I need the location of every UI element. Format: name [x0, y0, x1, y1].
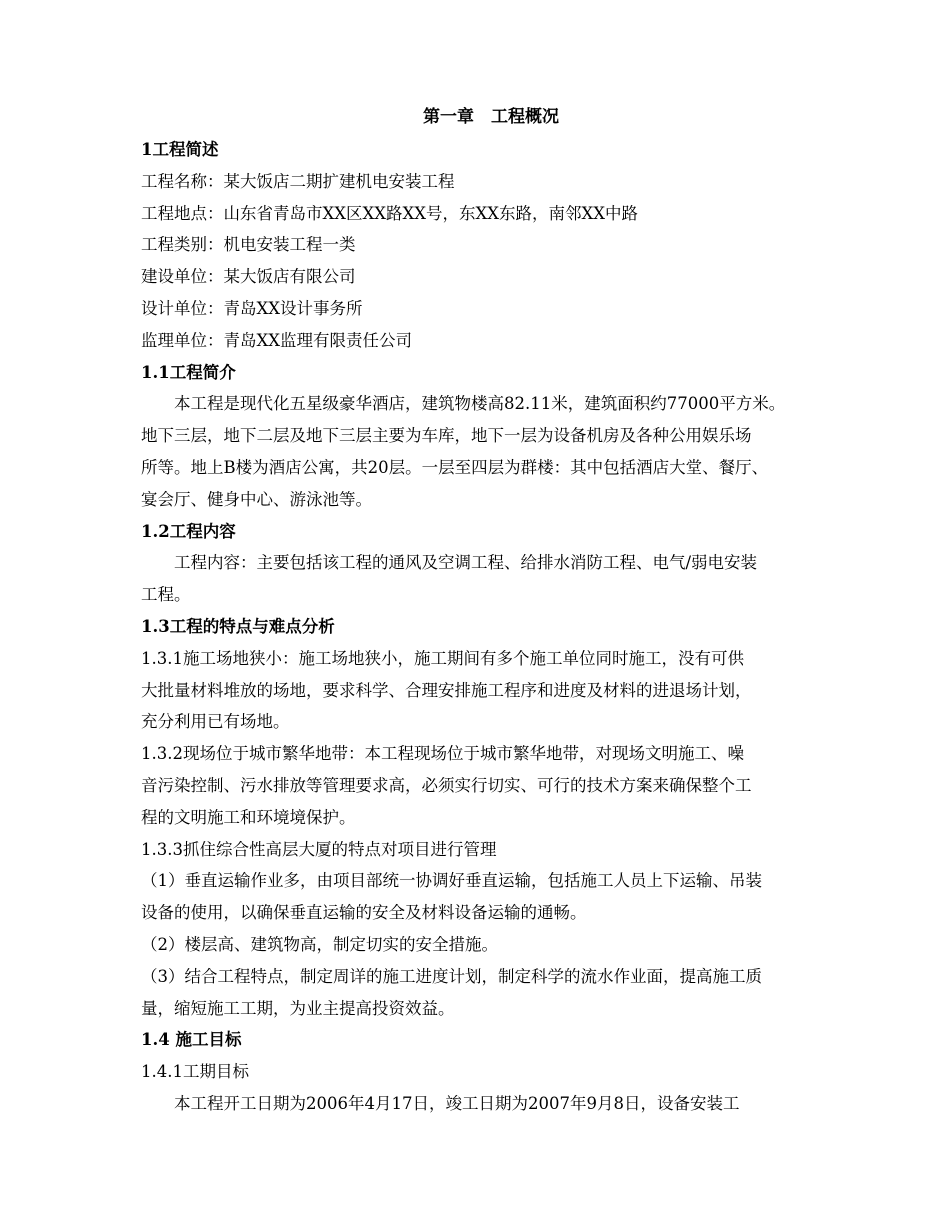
- paragraph-line: 宴会厅、健身中心、游泳池等。: [141, 489, 372, 509]
- chapter-title: 第一章 工程概况: [423, 107, 559, 127]
- paragraph-line: 本工程是现代化五星级豪华酒店，建筑物楼高82.11米，建筑面积约77000平方米。: [174, 394, 786, 414]
- paragraph-line: 工程。: [141, 585, 191, 605]
- paragraph-line: 本工程开工日期为2006年4月17日，竣工日期为2007年9月8日，设备安装工: [174, 1093, 740, 1113]
- project-category: 工程类别：机电安装工程一类: [141, 235, 356, 255]
- paragraph-line: 工程内容：主要包括该工程的通风及空调工程、给排水消防工程、电气/弱电安装: [174, 553, 758, 573]
- project-supervisor: 监理单位：青岛XX监理有限责任公司: [141, 330, 412, 350]
- subsection-heading: 1.4.1工期目标: [141, 1062, 249, 1082]
- section-heading-1-1: 1.1工程简介: [141, 362, 236, 382]
- section-heading-1-3: 1.3工程的特点与难点分析: [141, 616, 335, 636]
- paragraph-line: 地下三层，地下二层及地下三层主要为车库，地下一层为设备机房及各种公用娱乐场: [141, 426, 752, 446]
- paragraph-line: 1.3.3抓住综合性高层大厦的特点对项目进行管理: [141, 839, 497, 859]
- paragraph-line: 1.3.1施工场地狭小：施工场地狭小，施工期间有多个施工单位同时施工，没有可供: [141, 648, 744, 668]
- paragraph-line: 大批量材料堆放的场地，要求科学、合理安排施工程序和进度及材料的进退场计划，: [141, 680, 752, 700]
- paragraph-line: 音污染控制、污水排放等管理要求高，必须实行切实、可行的技术方案来确保整个工: [141, 775, 752, 795]
- paragraph-line: 充分利用已有场地。: [141, 712, 290, 732]
- list-item-line: （3）结合工程特点，制定周详的施工进度计划，制定科学的流水作业面，提高施工质: [141, 966, 762, 986]
- project-name: 工程名称：某大饭店二期扩建机电安装工程: [141, 171, 455, 191]
- document-page: [141, 100, 841, 1120]
- section-heading-1: 1工程简述: [141, 140, 219, 159]
- list-item-line: （2）楼层高、建筑物高，制定切实的安全措施。: [141, 934, 498, 954]
- paragraph-line: 1.3.2现场位于城市繁华地带：本工程现场位于城市繁华地带，对现场文明施工、噪: [141, 744, 744, 764]
- section-heading-1-2: 1.2工程内容: [141, 521, 236, 541]
- list-item-line: 量，缩短施工工期，为业主提高投资效益。: [141, 998, 455, 1018]
- project-location: 工程地点：山东省青岛市XX区XX路XX号，东XX东路，南邻XX中路: [141, 203, 638, 223]
- paragraph-line: 所等。地上B楼为酒店公寓，共20层。一层至四层为群楼：其中包括酒店大堂、餐厅、: [141, 457, 769, 477]
- list-item-line: 设备的使用，以确保垂直运输的安全及材料设备运输的通畅。: [141, 903, 587, 923]
- project-builder: 建设单位：某大饭店有限公司: [141, 267, 356, 287]
- list-item-line: （1）垂直运输作业多，由项目部统一协调好垂直运输，包括施工人员上下运输、吊装: [141, 871, 762, 891]
- paragraph-line: 程的文明施工和环境境保护。: [141, 807, 356, 827]
- project-designer: 设计单位：青岛XX设计事务所: [141, 298, 363, 318]
- section-heading-1-4: 1.4 施工目标: [141, 1030, 242, 1050]
